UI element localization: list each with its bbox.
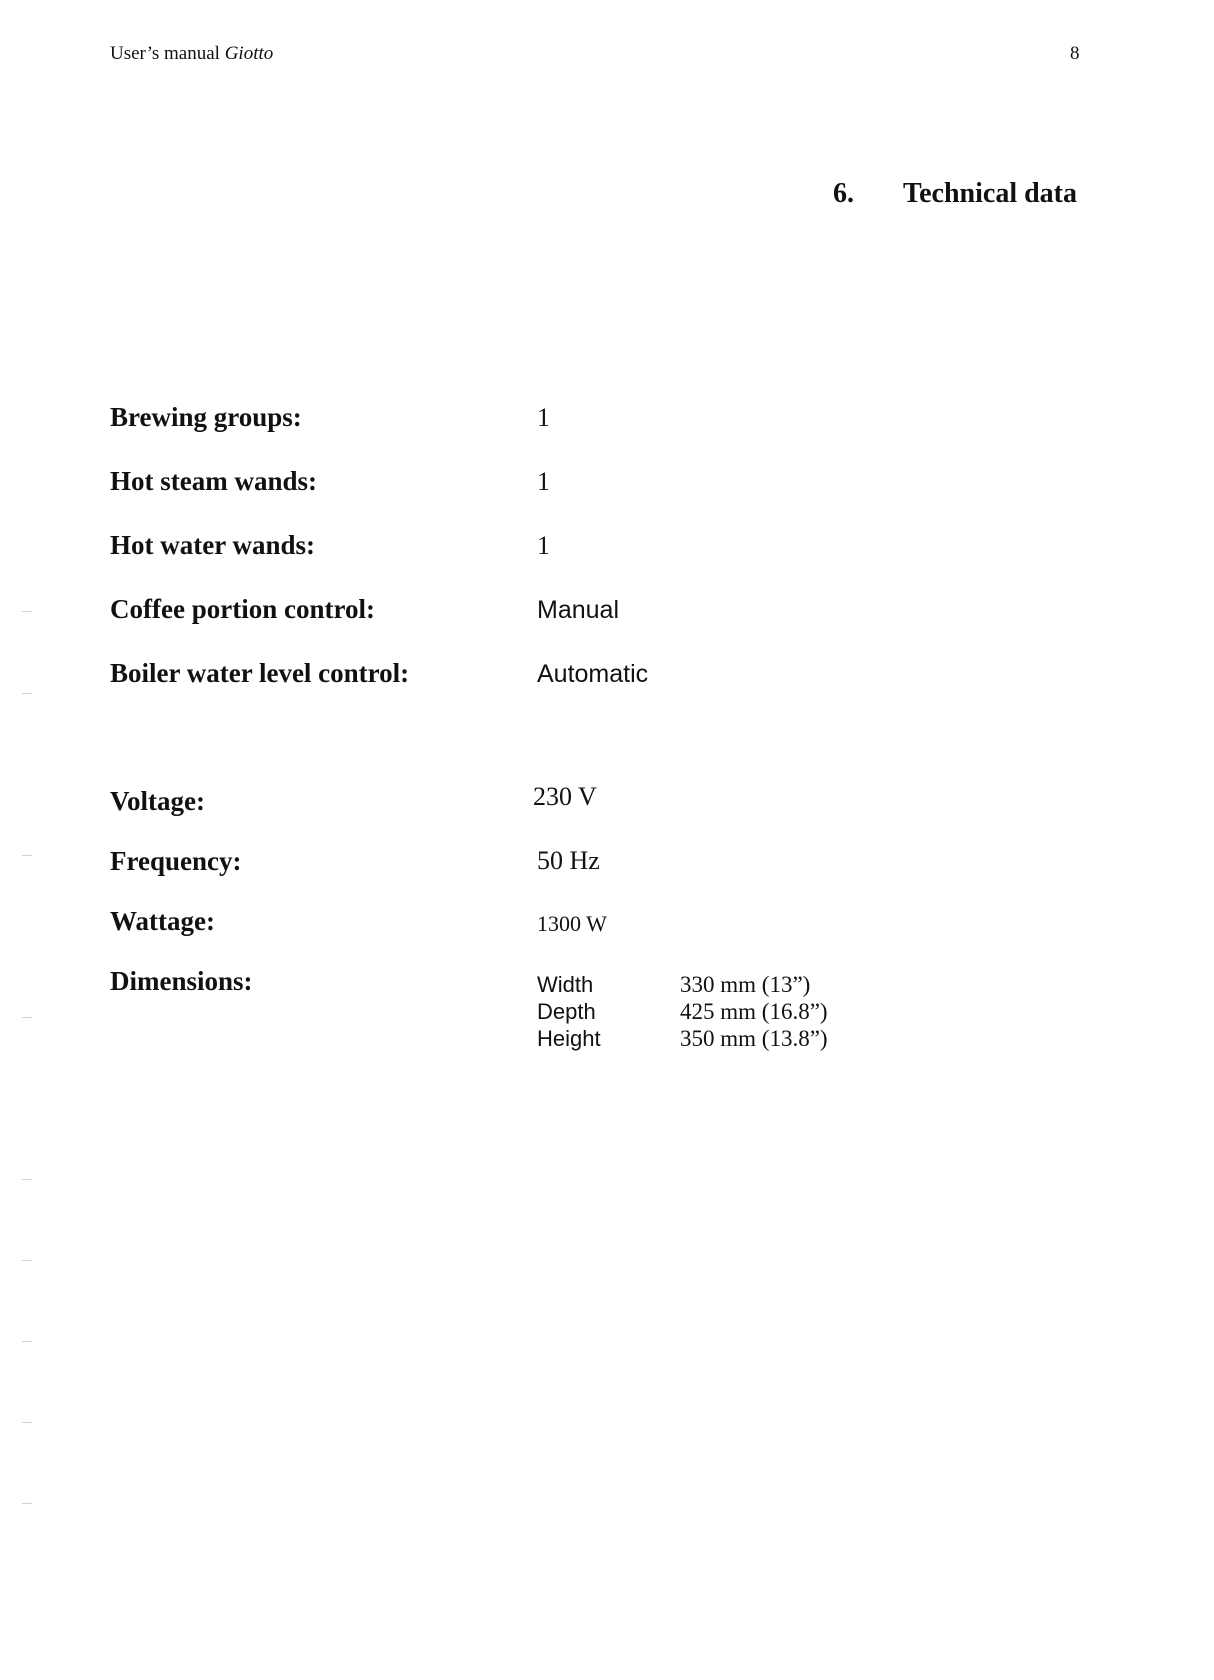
- spec-label-wattage: Wattage:: [110, 906, 215, 936]
- spec-label-boiler-water-level-control: Boiler water level control:: [110, 658, 410, 688]
- scan-mark: [22, 611, 32, 612]
- spec-label-hot-steam-wands: Hot steam wands:: [110, 466, 317, 496]
- spec-value-wattage: 1300 W: [537, 911, 607, 936]
- spec-value-voltage: 230 V: [533, 782, 597, 811]
- spec-value-hot-steam-wands: 1: [537, 467, 550, 496]
- spec-value-boiler-water-level-control: Automatic: [537, 660, 649, 688]
- scan-mark: [22, 1422, 32, 1423]
- scan-mark: [22, 1341, 32, 1342]
- spec-value-frequency: 50 Hz: [537, 846, 600, 875]
- dimension-name: Depth: [537, 999, 596, 1024]
- spec-label-coffee-portion-control: Coffee portion control:: [110, 594, 375, 624]
- section-heading: [833, 178, 1077, 210]
- dimension-row-depth: [537, 999, 828, 1025]
- dimension-value: 330 mm (13”): [680, 972, 811, 997]
- dimension-row-height: [537, 1026, 828, 1052]
- scan-mark: [22, 693, 32, 694]
- spec-value-brewing-groups: 1: [537, 403, 550, 432]
- section-title: Technical data: [903, 178, 1077, 209]
- dimension-name: Width: [537, 972, 594, 997]
- dimension-name: Height: [537, 1026, 601, 1051]
- scan-mark: [22, 1503, 32, 1504]
- running-header: [110, 43, 273, 65]
- dimension-value: 425 mm (16.8”): [680, 999, 828, 1024]
- spec-value-hot-water-wands: 1: [537, 531, 550, 560]
- spec-label-frequency: Frequency:: [110, 846, 242, 876]
- dimension-row-width: [537, 972, 810, 998]
- header-product-name: Giotto: [224, 43, 274, 64]
- spec-label-voltage: Voltage:: [110, 786, 205, 816]
- dimension-value: 350 mm (13.8”): [680, 1026, 828, 1051]
- section-number: 6.: [833, 178, 854, 209]
- scan-mark: [22, 1179, 32, 1180]
- spec-value-coffee-portion-control: Manual: [537, 596, 619, 624]
- scan-mark: [22, 1017, 32, 1018]
- scan-mark: [22, 1260, 32, 1261]
- spec-label-dimensions: Dimensions:: [110, 966, 253, 996]
- spec-label-brewing-groups: Brewing groups:: [110, 402, 302, 432]
- scan-mark: [22, 855, 32, 856]
- header-manual-text: User’s manual: [110, 43, 220, 64]
- spec-label-hot-water-wands: Hot water wands:: [110, 530, 315, 560]
- page-number: 8: [1070, 43, 1080, 64]
